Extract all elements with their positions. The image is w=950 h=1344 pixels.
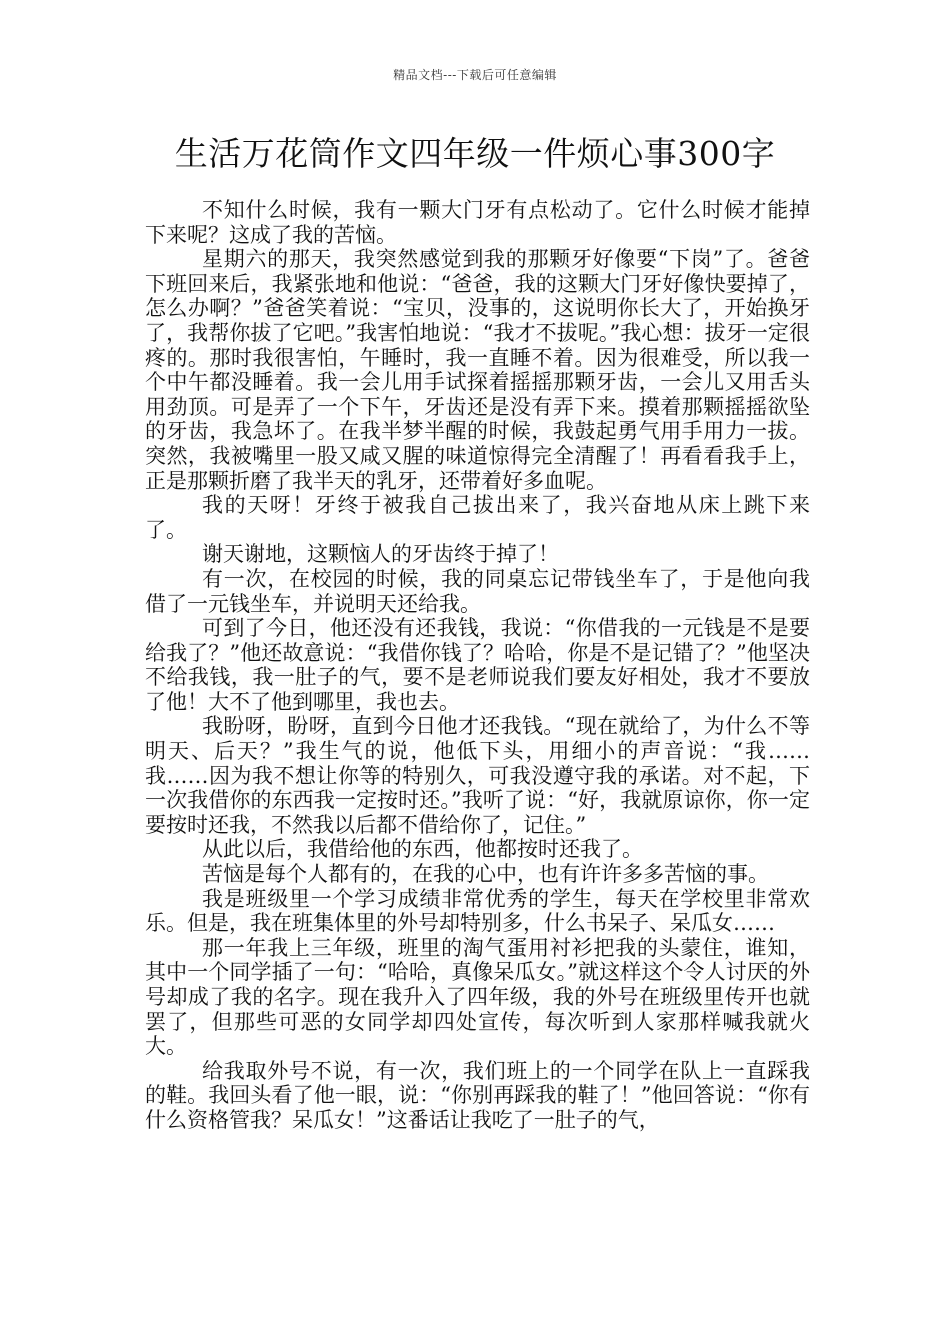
header-note: 精品文档---下载后可任意编辑 (393, 68, 557, 82)
paragraph: 有一次，在校园的时候，我的同桌忘记带钱坐车了，于是他向我借了一元钱坐车，并说明天还给我。 (145, 566, 810, 616)
paragraph: 我是班级里一个学习成绩非常优秀的学生，每天在学校里非常欢乐。但是，我在班集体里的外号却特别多，什么书呆子、呆瓜女…… (145, 886, 810, 936)
paragraph: 苦恼是每个人都有的，在我的心中，也有许许多多苦恼的事。 (202, 862, 769, 887)
paragraph: 谢天谢地，这颗恼人的牙齿终于掉了！ (202, 542, 559, 567)
paragraph: 我盼呀，盼呀，直到今日他才还我钱。“现在就给了，为什么不等明天、后天？”我生气的说，他低下头，用细小的声音说：“我……我……因为我不想让你等的特别久，可我没遵守我的承诺。对不起，下一次我借你的东西我一定按时还。”我听了说：“好，我就原谅你，你一定要按时还我，不然我以后都不借给你了，记住。” (145, 714, 810, 837)
paragraph: 给我取外号不说，有一次，我们班上的一个同学在队上一直踩我的鞋。我回头看了他一眼，说：“你别再踩我的鞋了！”他回答说：“你有什么资格管我？呆瓜女！”这番话让我吃了一肚子的气， (145, 1058, 810, 1132)
paragraph: 不知什么时候，我有一颗大门牙有点松动了。它什么时候才能掉下来呢？这成了我的苦恼。 (145, 198, 810, 247)
paragraph: 星期六的那天，我突然感觉到我的那颗牙好像要“下岗”了。爸爸下班回来后，我紧张地和他说：“爸爸，我的这颗大门牙好像快要掉了，怎么办啊？”爸爸笑着说：“宝贝，没事的，这说明你长大了，开始换牙了，我帮你拔了它吧。”我害怕地说：“我才不拔呢。”我心想：拔牙一定很疼的。那时我很害怕，午睡时，我一直睡不着。因为很难受，所以我一个中午都没睡着。我一会儿用手试探着摇摇那颗牙齿，一会儿又用舌头用劲顶。可是弄了一个下午，牙齿还是没有弄下来。摸着那颗摇摇欲坠的牙齿，我急坏了。在我半梦半醒的时候，我鼓起勇气用手用力一拔。突然，我被嘴里一股又咸又腥的味道惊得完全清醒了！再看看我手上，正是那颗折磨了我半天的乳牙，还带着好多血呢。 (145, 247, 810, 493)
paragraph: 那一年我上三年级，班里的淘气蛋用衬衫把我的头蒙住，谁知，其中一个同学插了一句：“哈哈，真像呆瓜女。”就这样这个令人讨厌的外号却成了我的名字。现在我升入了四年级，我的外号在班级里传开也就罢了，但那些可恶的女同学却四处宣传，每次听到人家那样喊我就火大。 (145, 935, 810, 1059)
document-title: 生活万花筒作文四年级一件烦心事300字 (174, 134, 776, 173)
paragraph: 可到了今日，他还没有还我钱，我说：“你借我的一元钱是不是要给我了？”他还故意说：“我借你钱了？哈哈，你是不是记错了？”他坚决不给我钱，我一肚子的气，要不是老师说我们要友好相处，我才不要放了他！大不了他到哪里，我也去。 (145, 616, 810, 714)
paragraph: 我的天呀！牙终于被我自己拔出来了，我兴奋地从床上跳下来了。 (145, 493, 810, 542)
paragraph: 从此以后，我借给他的东西，他都按时还我了。 (202, 837, 643, 862)
document-body (145, 198, 810, 1133)
